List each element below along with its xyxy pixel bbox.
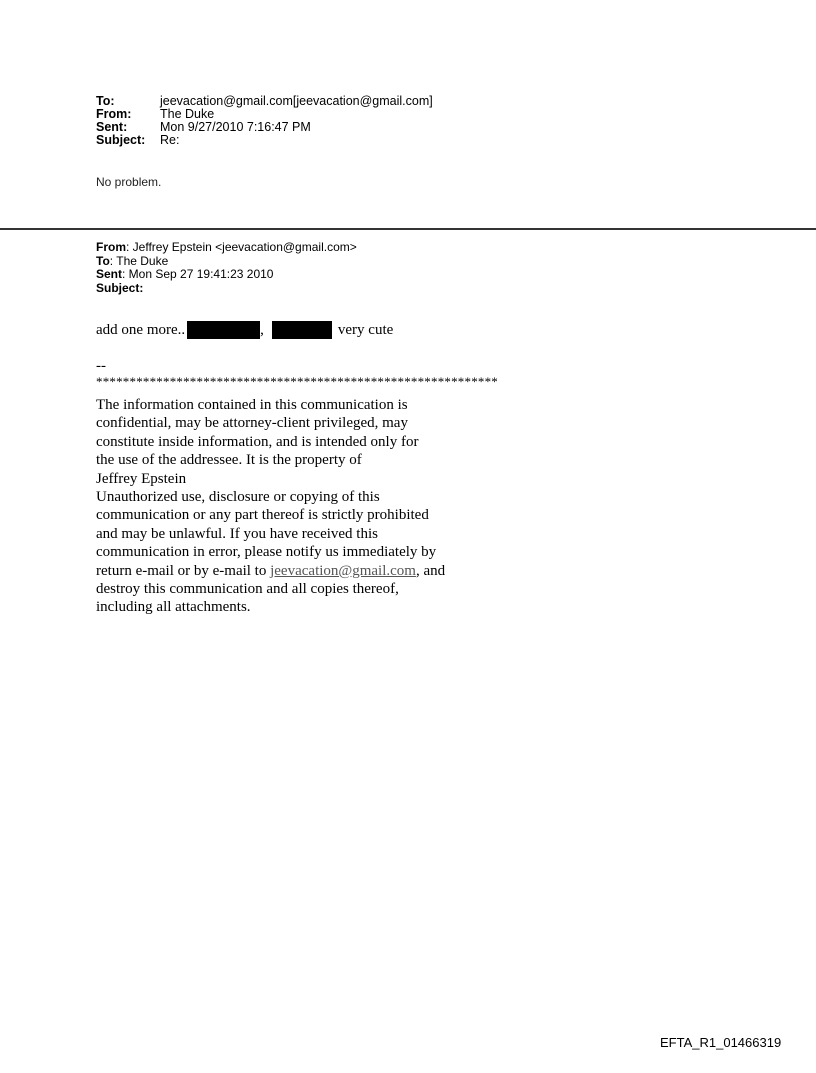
link-line-prefix: return e-mail or by e-mail to [96,562,271,579]
sent-label: Sent: [96,120,128,134]
reply-body: No problem. [96,175,162,189]
quoted-header [96,241,357,295]
disclaimer-line: and may be unlawful. If you have received this [96,525,378,542]
signature-dashes: -- [96,358,106,374]
to-row [96,95,433,108]
disclaimer-line: Unauthorized use, disclosure or copying of this [96,489,380,506]
disclaimer-line: confidential, may be attorney-client privileged, may [96,415,408,432]
disclaimer-line: communication or any part thereof is strictly prohibited [96,507,429,524]
disclaimer-link-line [96,562,536,580]
quoted-sent-value: : Mon Sep 27 19:41:23 2010 [122,267,274,281]
from-value: The Duke [160,107,215,121]
quoted-from-label: From [96,240,126,254]
quoted-subject-row [96,282,357,296]
redaction-box [187,321,260,339]
quoted-body-suffix: very cute [337,322,394,338]
from-label: From: [96,107,132,121]
subject-row [96,134,433,147]
disclaimer-line: the use of the addressee. It is the property of [96,452,362,469]
document-id: EFTA_R1_01466319 [660,1035,782,1050]
disclaimer-line: including all attachments. [96,599,251,616]
quoted-to-value: : The Duke [109,253,169,268]
disclaimer-line: Jeffrey Epstein [96,470,187,487]
redaction-box [272,321,332,339]
email-header [96,95,433,147]
quoted-subject-label: Subject [96,280,140,295]
sent-value: Mon 9/27/2010 7:16:47 PM [160,120,311,134]
to-label: To: [96,94,115,108]
link-line-suffix: , and [415,562,446,579]
disclaimer-line: constitute inside information, and is intended only for [96,433,419,450]
email-link[interactable]: jeevacation@gmail.com [270,562,416,579]
quoted-body-sep: , [260,322,264,338]
subject-value: Re: [160,133,180,147]
to-value: jeevacation@gmail.com[jeevacation@gmail.com] [160,94,433,108]
quoted-to-row [96,255,357,269]
sent-row [96,121,433,134]
quoted-body [96,321,393,339]
quoted-body-prefix: add one more.. [96,322,186,338]
disclaimer-line: communication in error, please notify us immediately by [96,544,437,561]
disclaimer-line: destroy this communication and all copies thereof, [96,581,399,598]
quoted-to-label: To [96,253,110,268]
disclaimer-line: The information contained in this communication is [96,397,408,413]
signature-stars: ************************************************************ [96,374,498,389]
quoted-sent-row [96,268,357,282]
confidentiality-disclaimer [96,396,536,617]
subject-label: Subject: [96,133,146,147]
message-divider [0,228,816,230]
quoted-sent-label: Sent [96,267,123,281]
quoted-from-row [96,241,357,255]
quoted-from-value: : Jeffrey Epstein <jeevacation@gmail.com> [126,240,357,254]
quoted-subject-value: : [139,280,144,295]
